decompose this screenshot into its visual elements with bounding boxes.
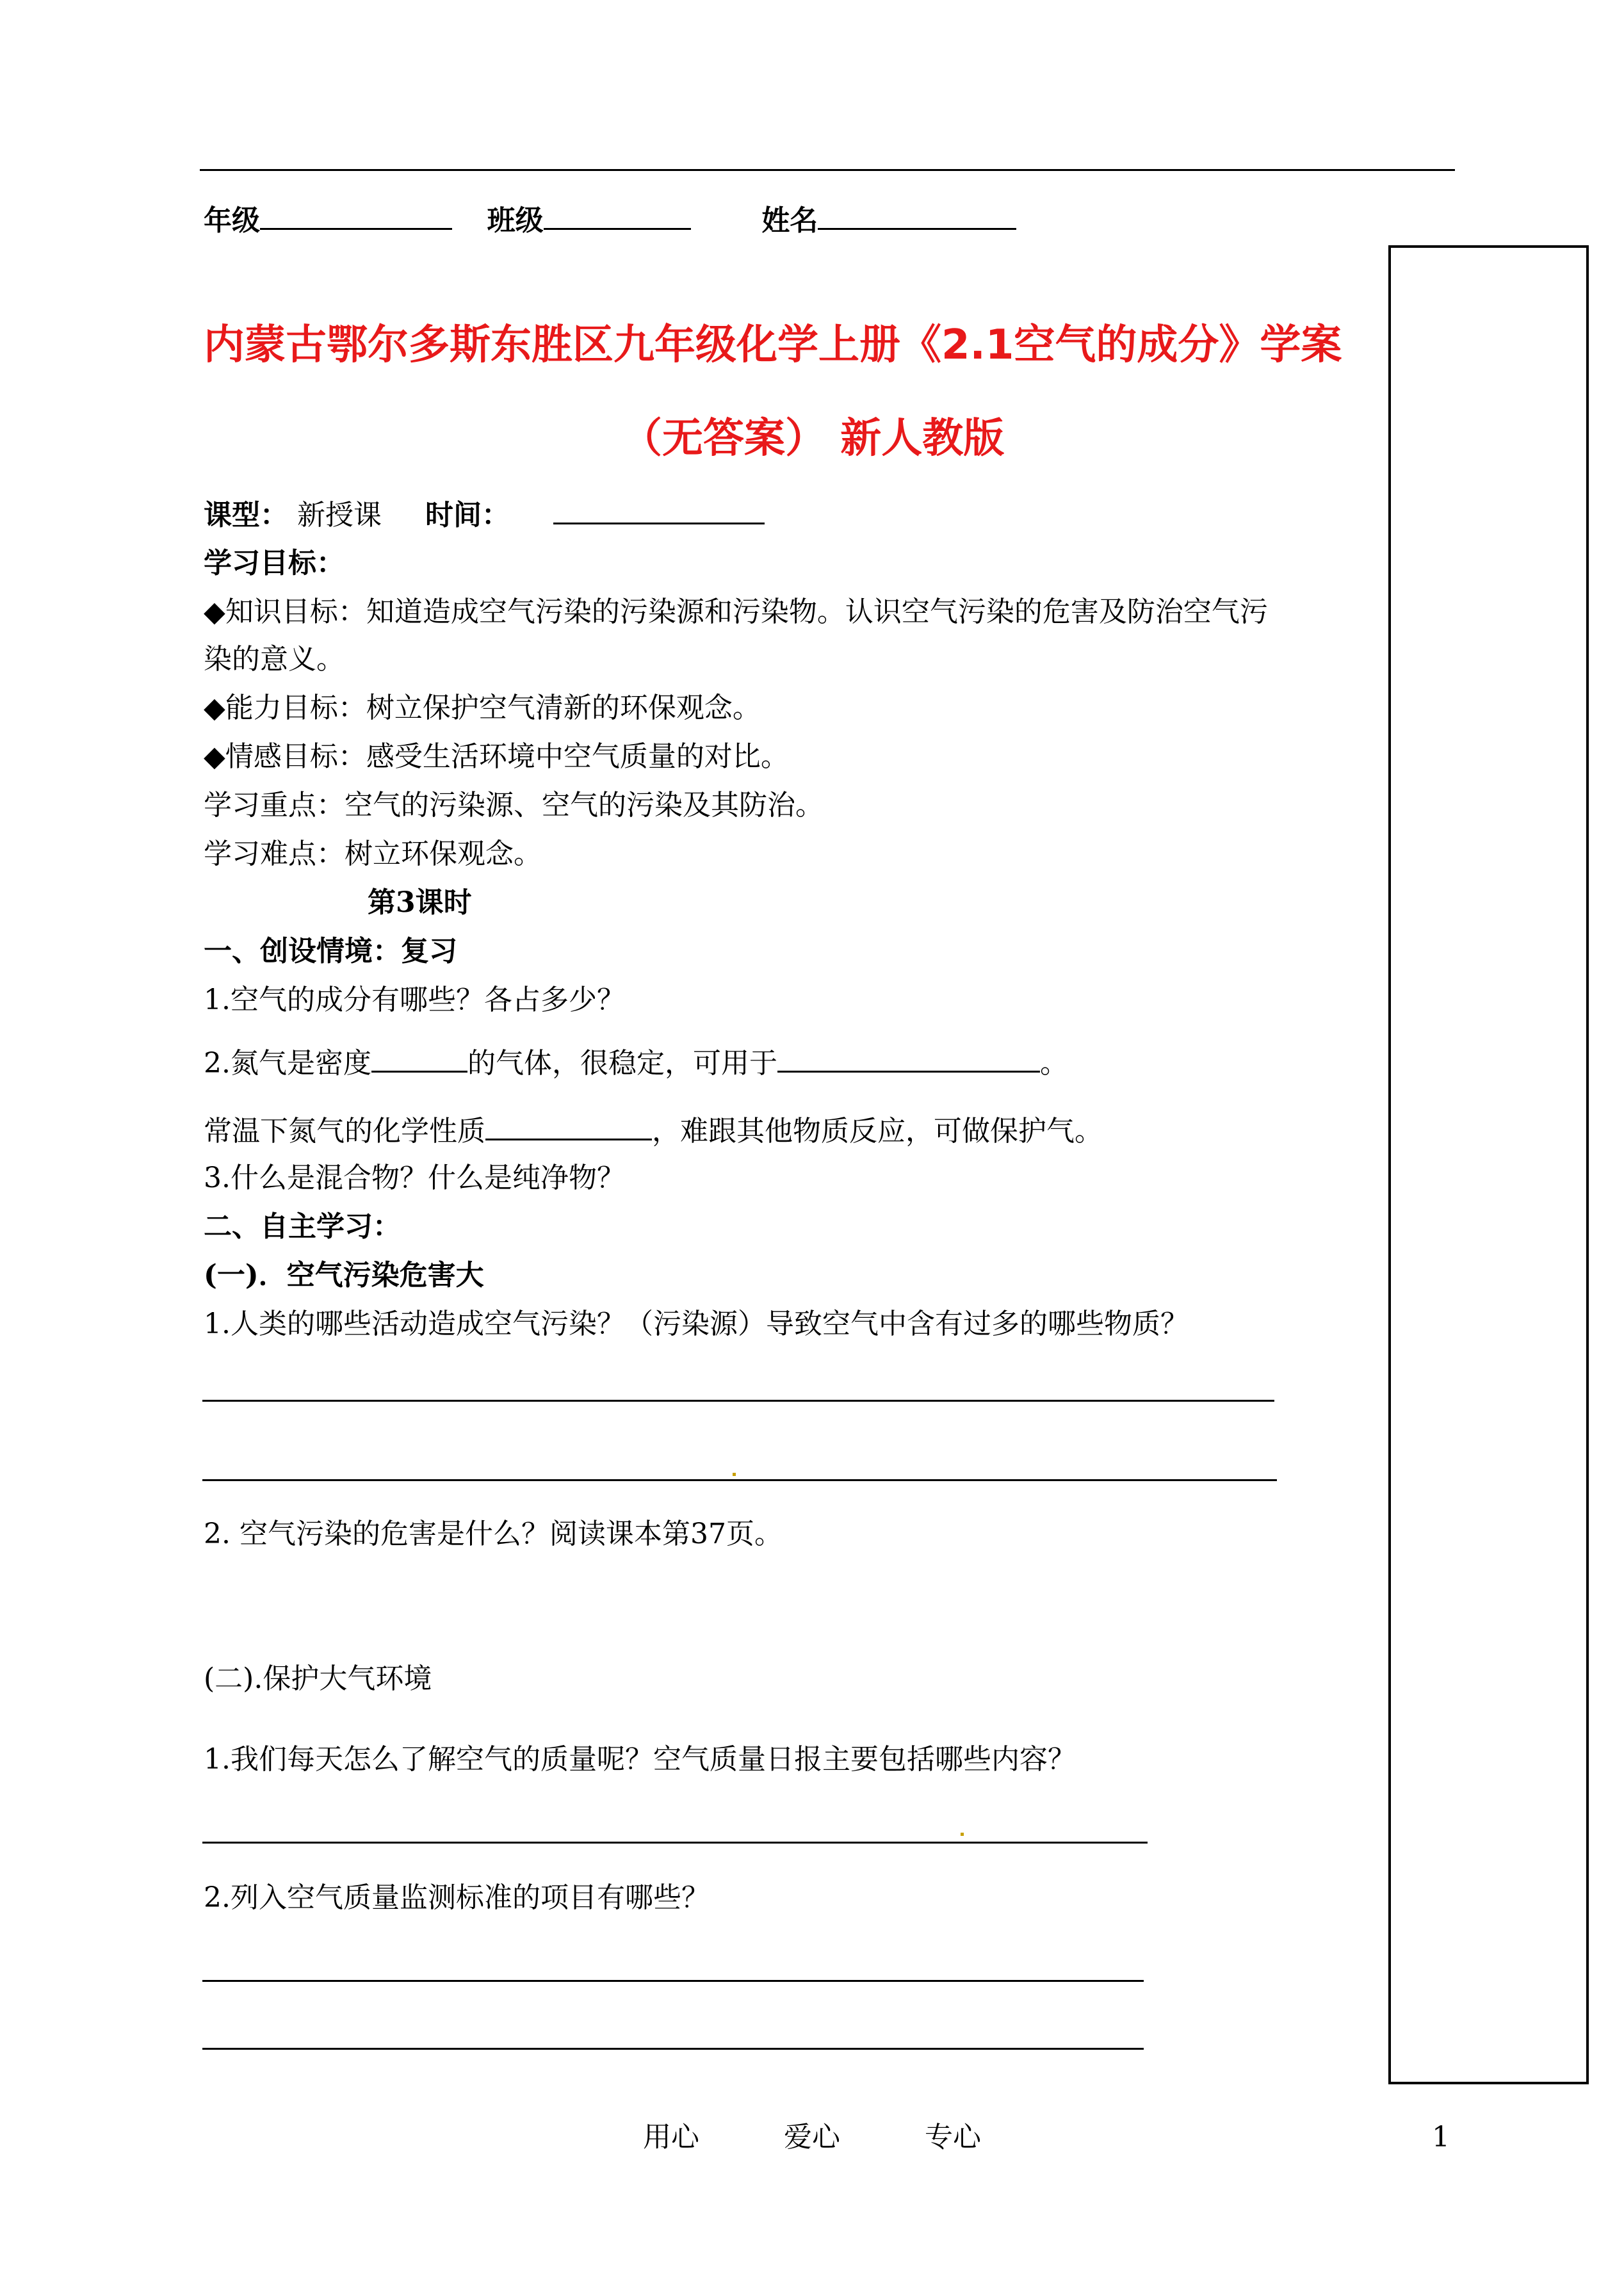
footer-motto [643,2118,981,2157]
answer-line[interactable] [202,1479,1277,1481]
grade-label: 年级 [204,204,260,237]
difficulties: 学习难点：树立环保观念。 [204,838,542,870]
class-label: 班级 [487,204,544,237]
key-points: 学习重点：空气的污染源、空气的污染及其防治。 [204,789,824,822]
section2-sub2-heading: (二).保护大气环境 [204,1662,432,1695]
knowledge-objective-line1: ◆知识目标：知道造成空气污染的污染源和污染物。认识空气污染的危害及防治空气污 [204,596,1268,628]
name-label: 姓名 [761,204,818,237]
section2-sub1-q2: 2. 空气污染的危害是什么？阅读课本第37页。 [204,1518,783,1550]
header-rule [200,169,1455,171]
objectives-heading: 学习目标： [204,547,345,580]
header-fields [204,200,1016,240]
use-blank[interactable] [777,1042,1040,1073]
section2-sub2-q2: 2.列入空气质量监测标准的项目有哪些？ [204,1881,710,1914]
section1-q3: 3.什么是混合物？什么是纯净物？ [204,1162,625,1194]
ability-objective: ◆能力目标：树立保护空气清新的环保观念。 [204,692,761,724]
knowledge-objective-line2: 染的意义。 [204,643,345,676]
class-blank[interactable] [544,200,691,230]
motto-1: 用心 [643,2121,699,2153]
page-number: 1 [1432,2121,1450,2153]
name-blank[interactable] [818,200,1016,230]
section2-sub2-q1: 1.我们每天怎么了解空气的质量呢？空气质量日报主要包括哪些内容？ [204,1743,1076,1776]
chemical-property-blank[interactable] [485,1110,652,1140]
lesson-number: 第3课时 [368,886,472,919]
time-blank[interactable] [553,494,765,524]
grade-blank[interactable] [260,200,452,230]
section1-q1: 1.空气的成分有哪些？各占多少？ [204,984,625,1016]
answer-line[interactable] [202,2048,1144,2050]
speck [961,1833,964,1836]
section2-sub1-heading: (一)．空气污染危害大 [204,1259,484,1292]
answer-line[interactable] [202,1842,1148,1844]
section1-q2: 2.氮气是密度 的气体，很稳定，可用于 。 [204,1042,1068,1083]
doc-title-line1: 内蒙古鄂尔多斯东胜区九年级化学上册《2.1空气的成分》学案 [204,321,1342,369]
speck [733,1473,736,1476]
meta-row [204,494,765,535]
motto-2: 爱心 [784,2121,840,2153]
course-type-value: 新授课 [297,499,382,531]
margin-notes-box [1388,245,1589,2084]
time-label: 时间： [425,499,510,531]
course-type-label: 课型： [204,499,288,531]
section2-heading: 二、自主学习： [204,1210,401,1243]
motto-3: 专心 [925,2121,981,2153]
section2-sub1-q1: 1.人类的哪些活动造成空气污染？（污染源）导致空气中含有过多的哪些物质？ [204,1308,1189,1340]
section1-q2-line2: 常温下氮气的化学性质 ，难跟其他物质反应，可做保护气。 [204,1110,1103,1151]
answer-line[interactable] [202,1980,1144,1982]
emotion-objective: ◆情感目标：感受生活环境中空气质量的对比。 [204,740,789,773]
doc-title-line2: （无答案） 新人教版 [621,415,1005,462]
density-blank[interactable] [371,1042,467,1073]
section1-heading: 一、创设情境：复习 [204,935,457,968]
answer-line[interactable] [202,1400,1274,1402]
